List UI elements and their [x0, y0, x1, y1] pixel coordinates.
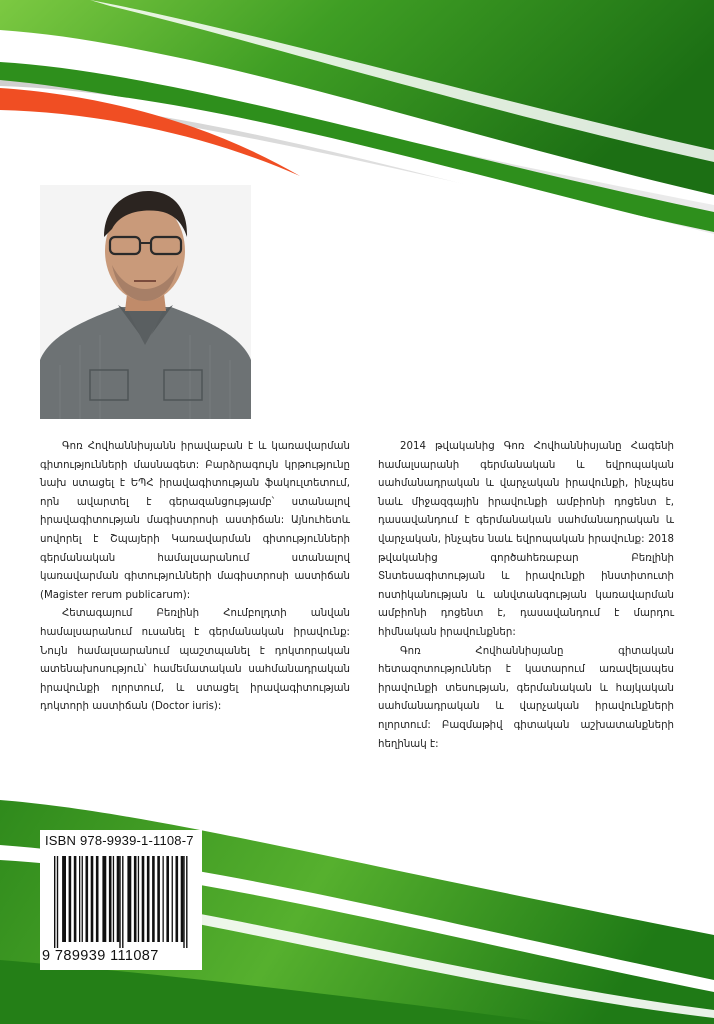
- bio-paragraph: Գոռ Հովհաննիսյանն իրավաբան է և կառավարման գիտությունների մասնագետ: Բարձրագույն կրթությունը նախ ստացել է ԵՊՀ իրավագիտության ֆակուլտետում, որն ավարտել է գերազանցությամբ՝ ստանալով իրավագիտության մագիստրոսի աստիճան: Այնուհետև սովորել է Շպայերի Կառավարման գիտությունների գերմանական համալսարանում ստանալով կառավարման գիտությունների մագիստրոսի աստիճան (Magister rerum publicarum):: [40, 441, 350, 601]
- bio-right-column: [378, 438, 674, 754]
- bio-paragraph: Հետագայում Բեռլինի Հումբոլդտի անվան համալսարանում ուսանել է գերմանական իրավունք: Նույն համալսարանում պաշտպանել է դոկտորական ատենախոսություն՝ համեմատական սահմանադրական իրավունքի ոլորտում, և ստացել իրավագիտության դոկտորի աստիճան (Doctor iuris):: [40, 608, 350, 713]
- barcode-icon: [52, 856, 192, 948]
- bio-left-column: [40, 438, 350, 717]
- author-photo: [40, 185, 251, 419]
- bio-paragraph: Գոռ Հովհաննիսյանը գիտական հետազոտություններ է կատարում առավելապես իրավունքի տեսության, գերմանական և հայկական սահմանադրական և վարչական իրավունքների ոլորտում: Բազմաթիվ գիտական աշխատանքների հեղինակ է:: [378, 645, 674, 750]
- bio-paragraph: 2014 թվականից Գոռ Հովհաննիսյանը Հագենի համալսարանի գերմանական և եվրոպական սահմանադրական և վարչական իրավունքի, ինչպես նաև միջազգային իրավունքի ամբիոնի դոցենտ է, դասավանդում է գերմանական սահմանադրական և վարչական, ինչպես նաև եվրոպական իրավունք: 2018 թվականից գործահեռաբար Բեռլինի Տնտեսագիտության և իրավունքի ինստիտուտի ոստիկանության և անվտանգության կառավարման ամբիոնի դոցենտ է, դասավանդում է մարդու հիմնական իրավունքներ:: [378, 441, 674, 638]
- isbn-block: [40, 830, 202, 970]
- isbn-label: ISBN 978-9939-1-1108-7: [45, 833, 194, 848]
- ean-number: 9 789939 111087: [42, 948, 159, 964]
